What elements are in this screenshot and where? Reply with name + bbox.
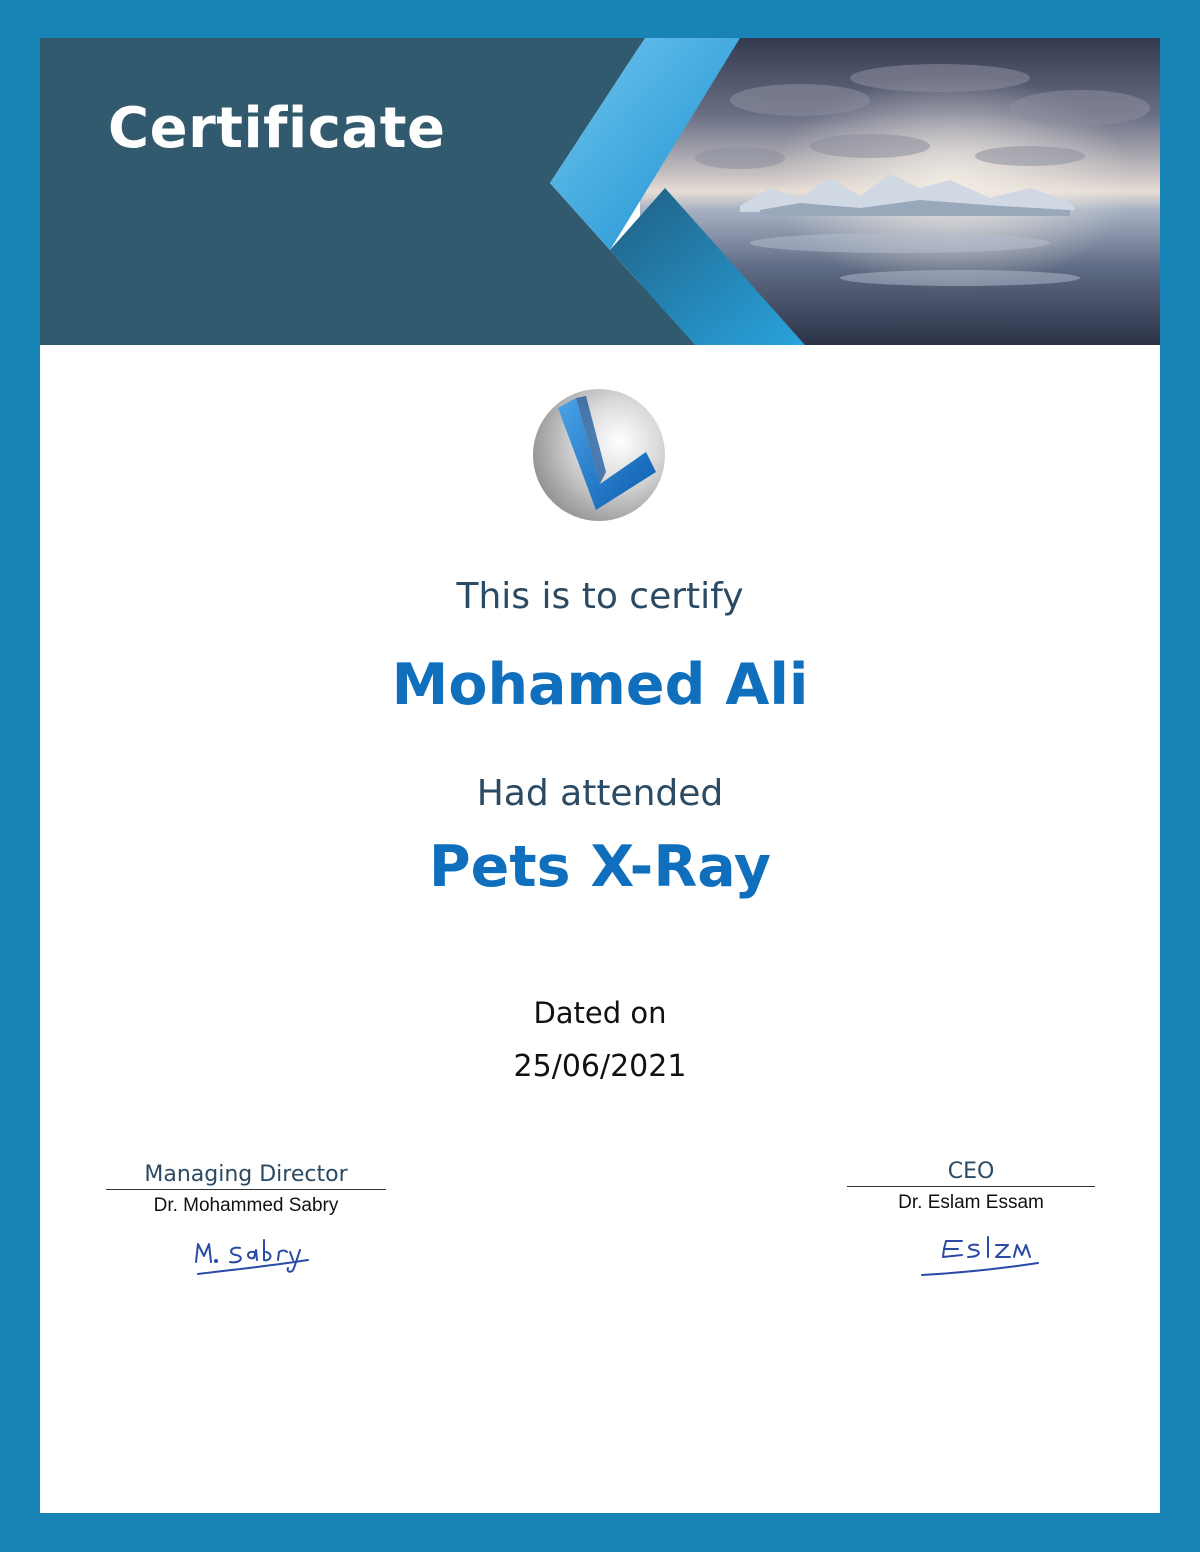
recipient-name: Mohamed Ali xyxy=(391,652,809,718)
banner-graphic xyxy=(40,38,1160,345)
certificate-title: Certificate xyxy=(108,96,446,161)
certificate-sheet xyxy=(40,38,1160,1513)
signatory-role: CEO xyxy=(847,1159,1095,1187)
certificate-date: 25/06/2021 xyxy=(513,1049,687,1084)
signature-block-managing-director xyxy=(106,1162,386,1217)
course-name: Pets X-Ray xyxy=(428,834,772,900)
signature-block-ceo xyxy=(847,1159,1095,1214)
signatory-name: Dr. Mohammed Sabry xyxy=(153,1195,339,1216)
blue-checkmark-sphere-logo-icon xyxy=(530,386,668,524)
handwritten-signature-sabry xyxy=(190,1234,320,1280)
header-banner xyxy=(40,38,1160,345)
attended-text: Had attended xyxy=(476,773,724,814)
handwritten-signature-eslam xyxy=(918,1231,1052,1279)
signatory-role: Managing Director xyxy=(106,1162,386,1190)
intro-text: This is to certify xyxy=(456,576,744,617)
dated-label: Dated on xyxy=(533,996,667,1030)
signatory-name: Dr. Eslam Essam xyxy=(898,1192,1044,1213)
